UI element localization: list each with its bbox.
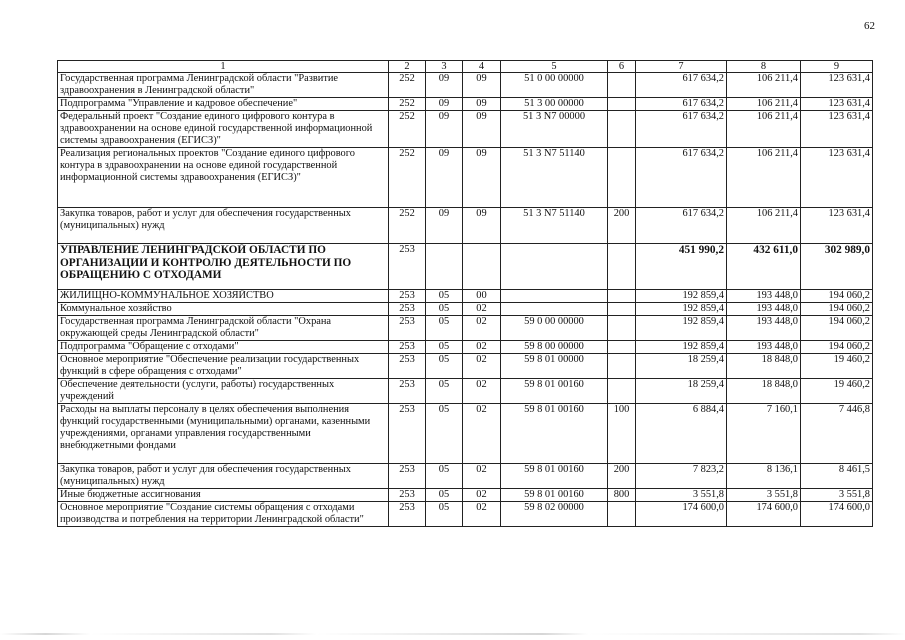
table-row — [58, 489, 873, 502]
cell-col-9: 123 631,4 — [801, 208, 873, 244]
cell-col-5: 51 3 00 00000 — [501, 98, 608, 111]
cell-col-4: 09 — [463, 111, 501, 148]
column-header: 3 — [426, 61, 463, 73]
cell-col-4: 02 — [463, 404, 501, 464]
cell-col-3: 09 — [426, 98, 463, 111]
table-row — [58, 303, 873, 316]
table-row — [58, 148, 873, 208]
cell-col-8: 106 211,4 — [727, 73, 801, 98]
cell-col-3: 05 — [426, 354, 463, 379]
row-name-cell: Основное мероприятие "Обеспечение реализации государственных функций в сфере обращения с отходами" — [58, 354, 389, 379]
cell-col-5: 59 8 02 00000 — [501, 502, 608, 527]
table-row — [58, 208, 873, 244]
cell-col-7: 192 859,4 — [636, 303, 727, 316]
row-name-cell: Государственная программа Ленинградской области "Развитие здравоохранения в Ленинградской области" — [58, 73, 389, 98]
cell-col-5: 59 8 00 00000 — [501, 341, 608, 354]
cell-col-8: 193 448,0 — [727, 341, 801, 354]
cell-col-9: 3 551,8 — [801, 489, 873, 502]
table-row — [58, 354, 873, 379]
cell-col-2: 252 — [389, 73, 426, 98]
cell-col-3 — [426, 244, 463, 290]
column-header: 2 — [389, 61, 426, 73]
table-row — [58, 111, 873, 148]
cell-col-8: 106 211,4 — [727, 148, 801, 208]
cell-col-4: 09 — [463, 208, 501, 244]
cell-col-7: 451 990,2 — [636, 244, 727, 290]
cell-col-2: 253 — [389, 316, 426, 341]
cell-col-4: 02 — [463, 502, 501, 527]
cell-col-7: 3 551,8 — [636, 489, 727, 502]
cell-col-4: 02 — [463, 354, 501, 379]
cell-col-7: 617 634,2 — [636, 98, 727, 111]
cell-col-3: 05 — [426, 489, 463, 502]
table-header-row — [58, 61, 873, 73]
cell-col-5: 59 8 01 00160 — [501, 404, 608, 464]
cell-col-2: 252 — [389, 111, 426, 148]
row-name-cell: УПРАВЛЕНИЕ ЛЕНИНГРАДСКОЙ ОБЛАСТИ ПО ОРГАНИЗАЦИИ И КОНТРОЛЮ ДЕЯТЕЛЬНОСТИ ПО ОБРАЩЕНИЮ С ОТХОДАМИ — [58, 244, 389, 290]
cell-col-3: 05 — [426, 290, 463, 303]
cell-col-6: 200 — [608, 208, 636, 244]
cell-col-8: 8 136,1 — [727, 464, 801, 489]
cell-col-6 — [608, 244, 636, 290]
cell-col-6 — [608, 341, 636, 354]
cell-col-9: 194 060,2 — [801, 341, 873, 354]
cell-col-5: 51 0 00 00000 — [501, 73, 608, 98]
column-header: 5 — [501, 61, 608, 73]
row-name-cell: Подпрограмма "Обращение с отходами" — [58, 341, 389, 354]
table-row — [58, 290, 873, 303]
cell-col-6 — [608, 354, 636, 379]
cell-col-9: 194 060,2 — [801, 303, 873, 316]
cell-col-4 — [463, 244, 501, 290]
cell-col-6 — [608, 111, 636, 148]
column-header: 8 — [727, 61, 801, 73]
row-name-cell: Реализация региональных проектов "Создание единого цифрового контура в здравоохранении на основе единой государственной информационной системы здравоохранения (ЕГИСЗ)" — [58, 148, 389, 208]
cell-col-5 — [501, 244, 608, 290]
cell-col-2: 253 — [389, 502, 426, 527]
cell-col-9: 7 446,8 — [801, 404, 873, 464]
cell-col-5: 59 8 01 00160 — [501, 489, 608, 502]
cell-col-4: 09 — [463, 73, 501, 98]
cell-col-2: 252 — [389, 148, 426, 208]
scan-artifact — [0, 633, 905, 635]
cell-col-2: 252 — [389, 208, 426, 244]
column-header: 4 — [463, 61, 501, 73]
table-row — [58, 73, 873, 98]
cell-col-9: 123 631,4 — [801, 148, 873, 208]
cell-col-9: 194 060,2 — [801, 290, 873, 303]
row-name-cell: ЖИЛИЩНО-КОММУНАЛЬНОЕ ХОЗЯЙСТВО — [58, 290, 389, 303]
cell-col-8: 174 600,0 — [727, 502, 801, 527]
table-row — [58, 341, 873, 354]
cell-col-3: 05 — [426, 379, 463, 404]
column-header: 6 — [608, 61, 636, 73]
cell-col-9: 19 460,2 — [801, 379, 873, 404]
cell-col-5: 51 3 N7 00000 — [501, 111, 608, 148]
cell-col-4: 09 — [463, 98, 501, 111]
cell-col-6: 100 — [608, 404, 636, 464]
cell-col-8: 106 211,4 — [727, 208, 801, 244]
cell-col-7: 7 823,2 — [636, 464, 727, 489]
row-name-cell: Закупка товаров, работ и услуг для обеспечения государственных (муниципальных) нужд — [58, 464, 389, 489]
row-name-cell: Расходы на выплаты персоналу в целях обеспечения выполнения функций государственными (муниципальными) органами, казенными учреждениями, органами управления государственными внебюджетными фондами — [58, 404, 389, 464]
cell-col-2: 252 — [389, 98, 426, 111]
cell-col-7: 617 634,2 — [636, 111, 727, 148]
row-name-cell: Обеспечение деятельности (услуги, работы) государственных учреждений — [58, 379, 389, 404]
cell-col-4: 00 — [463, 290, 501, 303]
cell-col-7: 174 600,0 — [636, 502, 727, 527]
cell-col-7: 617 634,2 — [636, 148, 727, 208]
cell-col-3: 05 — [426, 316, 463, 341]
cell-col-7: 192 859,4 — [636, 316, 727, 341]
cell-col-7: 18 259,4 — [636, 379, 727, 404]
budget-table — [57, 60, 873, 527]
cell-col-9: 123 631,4 — [801, 98, 873, 111]
cell-col-8: 18 848,0 — [727, 379, 801, 404]
cell-col-8: 3 551,8 — [727, 489, 801, 502]
cell-col-6 — [608, 290, 636, 303]
cell-col-6 — [608, 379, 636, 404]
row-name-cell: Коммунальное хозяйство — [58, 303, 389, 316]
cell-col-2: 253 — [389, 341, 426, 354]
cell-col-2: 253 — [389, 354, 426, 379]
cell-col-6 — [608, 303, 636, 316]
row-name-cell: Основное мероприятие "Создание системы обращения с отходами производства и потребления на территории Ленинградской области" — [58, 502, 389, 527]
cell-col-5 — [501, 303, 608, 316]
cell-col-3: 09 — [426, 73, 463, 98]
cell-col-9: 19 460,2 — [801, 354, 873, 379]
cell-col-8: 18 848,0 — [727, 354, 801, 379]
table-row — [58, 98, 873, 111]
cell-col-8: 106 211,4 — [727, 98, 801, 111]
cell-col-2: 253 — [389, 464, 426, 489]
column-header: 1 — [58, 61, 389, 73]
cell-col-8: 193 448,0 — [727, 316, 801, 341]
table-row — [58, 404, 873, 464]
row-name-cell: Иные бюджетные ассигнования — [58, 489, 389, 502]
cell-col-7: 617 634,2 — [636, 208, 727, 244]
cell-col-2: 253 — [389, 290, 426, 303]
cell-col-9: 123 631,4 — [801, 111, 873, 148]
cell-col-6 — [608, 316, 636, 341]
cell-col-6 — [608, 502, 636, 527]
row-name-cell: Федеральный проект "Создание единого цифрового контура в здравоохранении на основе единой государственной информационной системы здравоохранения (ЕГИСЗ)" — [58, 111, 389, 148]
cell-col-7: 192 859,4 — [636, 341, 727, 354]
table-row — [58, 379, 873, 404]
cell-col-3: 05 — [426, 502, 463, 527]
cell-col-4: 02 — [463, 464, 501, 489]
table-body — [58, 73, 873, 527]
cell-col-2: 253 — [389, 244, 426, 290]
cell-col-5 — [501, 290, 608, 303]
cell-col-4: 02 — [463, 303, 501, 316]
cell-col-6 — [608, 148, 636, 208]
cell-col-3: 09 — [426, 148, 463, 208]
cell-col-6 — [608, 98, 636, 111]
cell-col-3: 05 — [426, 464, 463, 489]
cell-col-5: 51 3 N7 51140 — [501, 148, 608, 208]
cell-col-7: 192 859,4 — [636, 290, 727, 303]
cell-col-7: 6 884,4 — [636, 404, 727, 464]
cell-col-5: 51 3 N7 51140 — [501, 208, 608, 244]
cell-col-8: 193 448,0 — [727, 290, 801, 303]
cell-col-3: 09 — [426, 111, 463, 148]
cell-col-5: 59 0 00 00000 — [501, 316, 608, 341]
cell-col-7: 18 259,4 — [636, 354, 727, 379]
cell-col-6: 800 — [608, 489, 636, 502]
cell-col-5: 59 8 01 00160 — [501, 379, 608, 404]
cell-col-2: 253 — [389, 303, 426, 316]
cell-col-6: 200 — [608, 464, 636, 489]
row-name-cell: Подпрограмма "Управление и кадровое обеспечение" — [58, 98, 389, 111]
cell-col-8: 106 211,4 — [727, 111, 801, 148]
cell-col-3: 05 — [426, 341, 463, 354]
cell-col-8: 7 160,1 — [727, 404, 801, 464]
cell-col-9: 302 989,0 — [801, 244, 873, 290]
cell-col-3: 05 — [426, 303, 463, 316]
cell-col-5: 59 8 01 00000 — [501, 354, 608, 379]
cell-col-4: 02 — [463, 316, 501, 341]
cell-col-8: 432 611,0 — [727, 244, 801, 290]
row-name-cell: Государственная программа Ленинградской области "Охрана окружающей среды Ленинградской области" — [58, 316, 389, 341]
table-row — [58, 502, 873, 527]
page-number: 62 — [864, 20, 875, 32]
cell-col-9: 174 600,0 — [801, 502, 873, 527]
row-name-cell: Закупка товаров, работ и услуг для обеспечения государственных (муниципальных) нужд — [58, 208, 389, 244]
cell-col-8: 193 448,0 — [727, 303, 801, 316]
cell-col-2: 253 — [389, 379, 426, 404]
cell-col-4: 02 — [463, 379, 501, 404]
table-row — [58, 464, 873, 489]
cell-col-9: 123 631,4 — [801, 73, 873, 98]
cell-col-4: 02 — [463, 489, 501, 502]
column-header: 7 — [636, 61, 727, 73]
table-row — [58, 316, 873, 341]
cell-col-5: 59 8 01 00160 — [501, 464, 608, 489]
cell-col-4: 09 — [463, 148, 501, 208]
table-row-organization — [58, 244, 873, 290]
cell-col-6 — [608, 73, 636, 98]
cell-col-9: 8 461,5 — [801, 464, 873, 489]
cell-col-2: 253 — [389, 489, 426, 502]
cell-col-3: 09 — [426, 208, 463, 244]
cell-col-9: 194 060,2 — [801, 316, 873, 341]
column-header: 9 — [801, 61, 873, 73]
cell-col-4: 02 — [463, 341, 501, 354]
cell-col-2: 253 — [389, 404, 426, 464]
cell-col-7: 617 634,2 — [636, 73, 727, 98]
cell-col-3: 05 — [426, 404, 463, 464]
